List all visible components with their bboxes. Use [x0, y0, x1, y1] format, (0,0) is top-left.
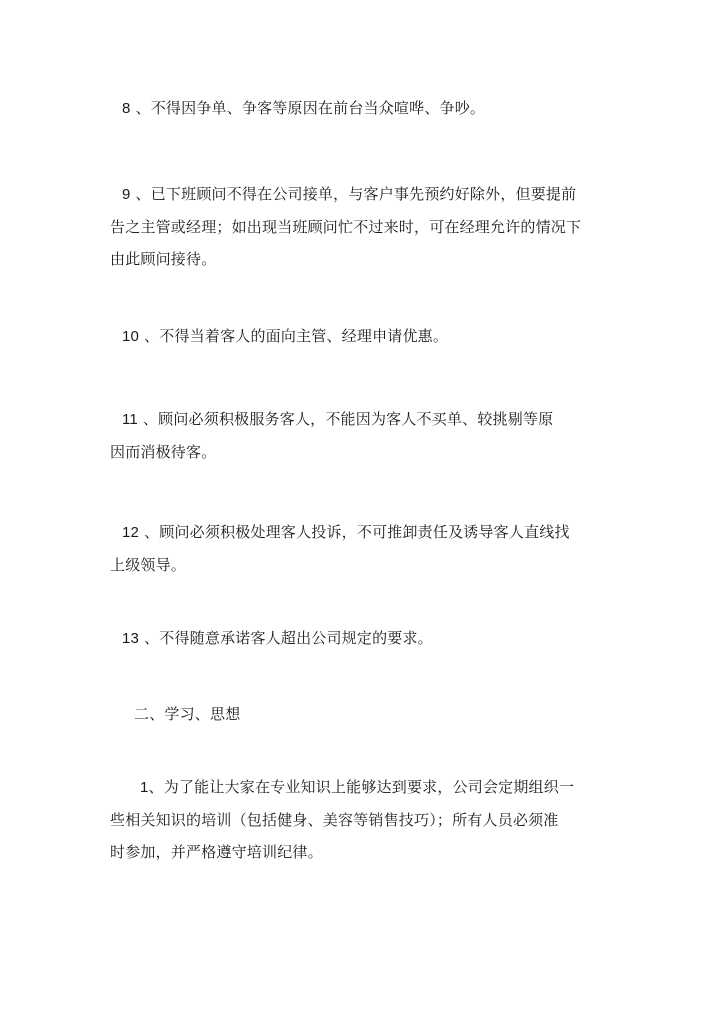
rule-text: 、不得随意承诺客人超出公司规定的要求。 [144, 629, 433, 647]
rule-line [110, 403, 610, 436]
rule-item-13 [110, 622, 610, 655]
rule-line [110, 516, 610, 549]
section-heading [110, 698, 610, 730]
rule-text: 、不得因争单、争客等原因在前台当众喧哗、争吵。 [135, 99, 486, 117]
rule-number: 8 [122, 100, 131, 117]
rule-text: 因而消极待客。 [110, 443, 217, 461]
section-item-1 [110, 771, 610, 868]
rule-text: 、已下班顾问不得在公司接单，与客户事先预约好除外，但要提前 [135, 185, 577, 203]
rule-line [110, 771, 610, 804]
rule-item-9 [110, 178, 610, 275]
rule-number: 9 [122, 186, 131, 203]
rule-number: 10 [122, 328, 140, 345]
rule-number: 13 [122, 630, 140, 647]
rule-text: 、顾问必须积极服务客人，不能因为客人不买单、较挑剔等原 [142, 410, 554, 428]
rule-item-8 [110, 92, 610, 125]
rule-line [110, 178, 610, 211]
rule-line [110, 320, 610, 353]
rule-item-11 [110, 403, 610, 468]
rule-item-10 [110, 320, 610, 353]
rule-text: 上级领导。 [110, 556, 187, 574]
rule-line [110, 622, 610, 655]
rule-text: 、顾问必须积极处理客人投诉，不可推卸责任及诱导客人直线找 [144, 523, 570, 541]
rule-item-12 [110, 516, 610, 581]
rule-line [110, 92, 610, 125]
rule-text: 些相关知识的培训（包括健身、美容等销售技巧）；所有人员必须准 [110, 811, 559, 829]
rule-text: 、不得当着客人的面向主管、经理申请优惠。 [144, 327, 449, 345]
section-title: 二、学习、思想 [134, 705, 241, 723]
rule-text: 时参加，并严格遵守培训纪律。 [110, 843, 323, 861]
rule-text: 告之主管或经理；如出现当班顾问忙不过来时，可在经理允许的情况下 [110, 218, 582, 236]
rule-number: 1 [140, 779, 149, 796]
rule-number: 11 [122, 411, 138, 428]
rule-text: 由此顾问接待。 [110, 250, 217, 268]
rule-text: 、为了能让大家在专业知识上能够达到要求，公司会定期组织一 [148, 778, 575, 796]
rule-number: 12 [122, 524, 140, 541]
